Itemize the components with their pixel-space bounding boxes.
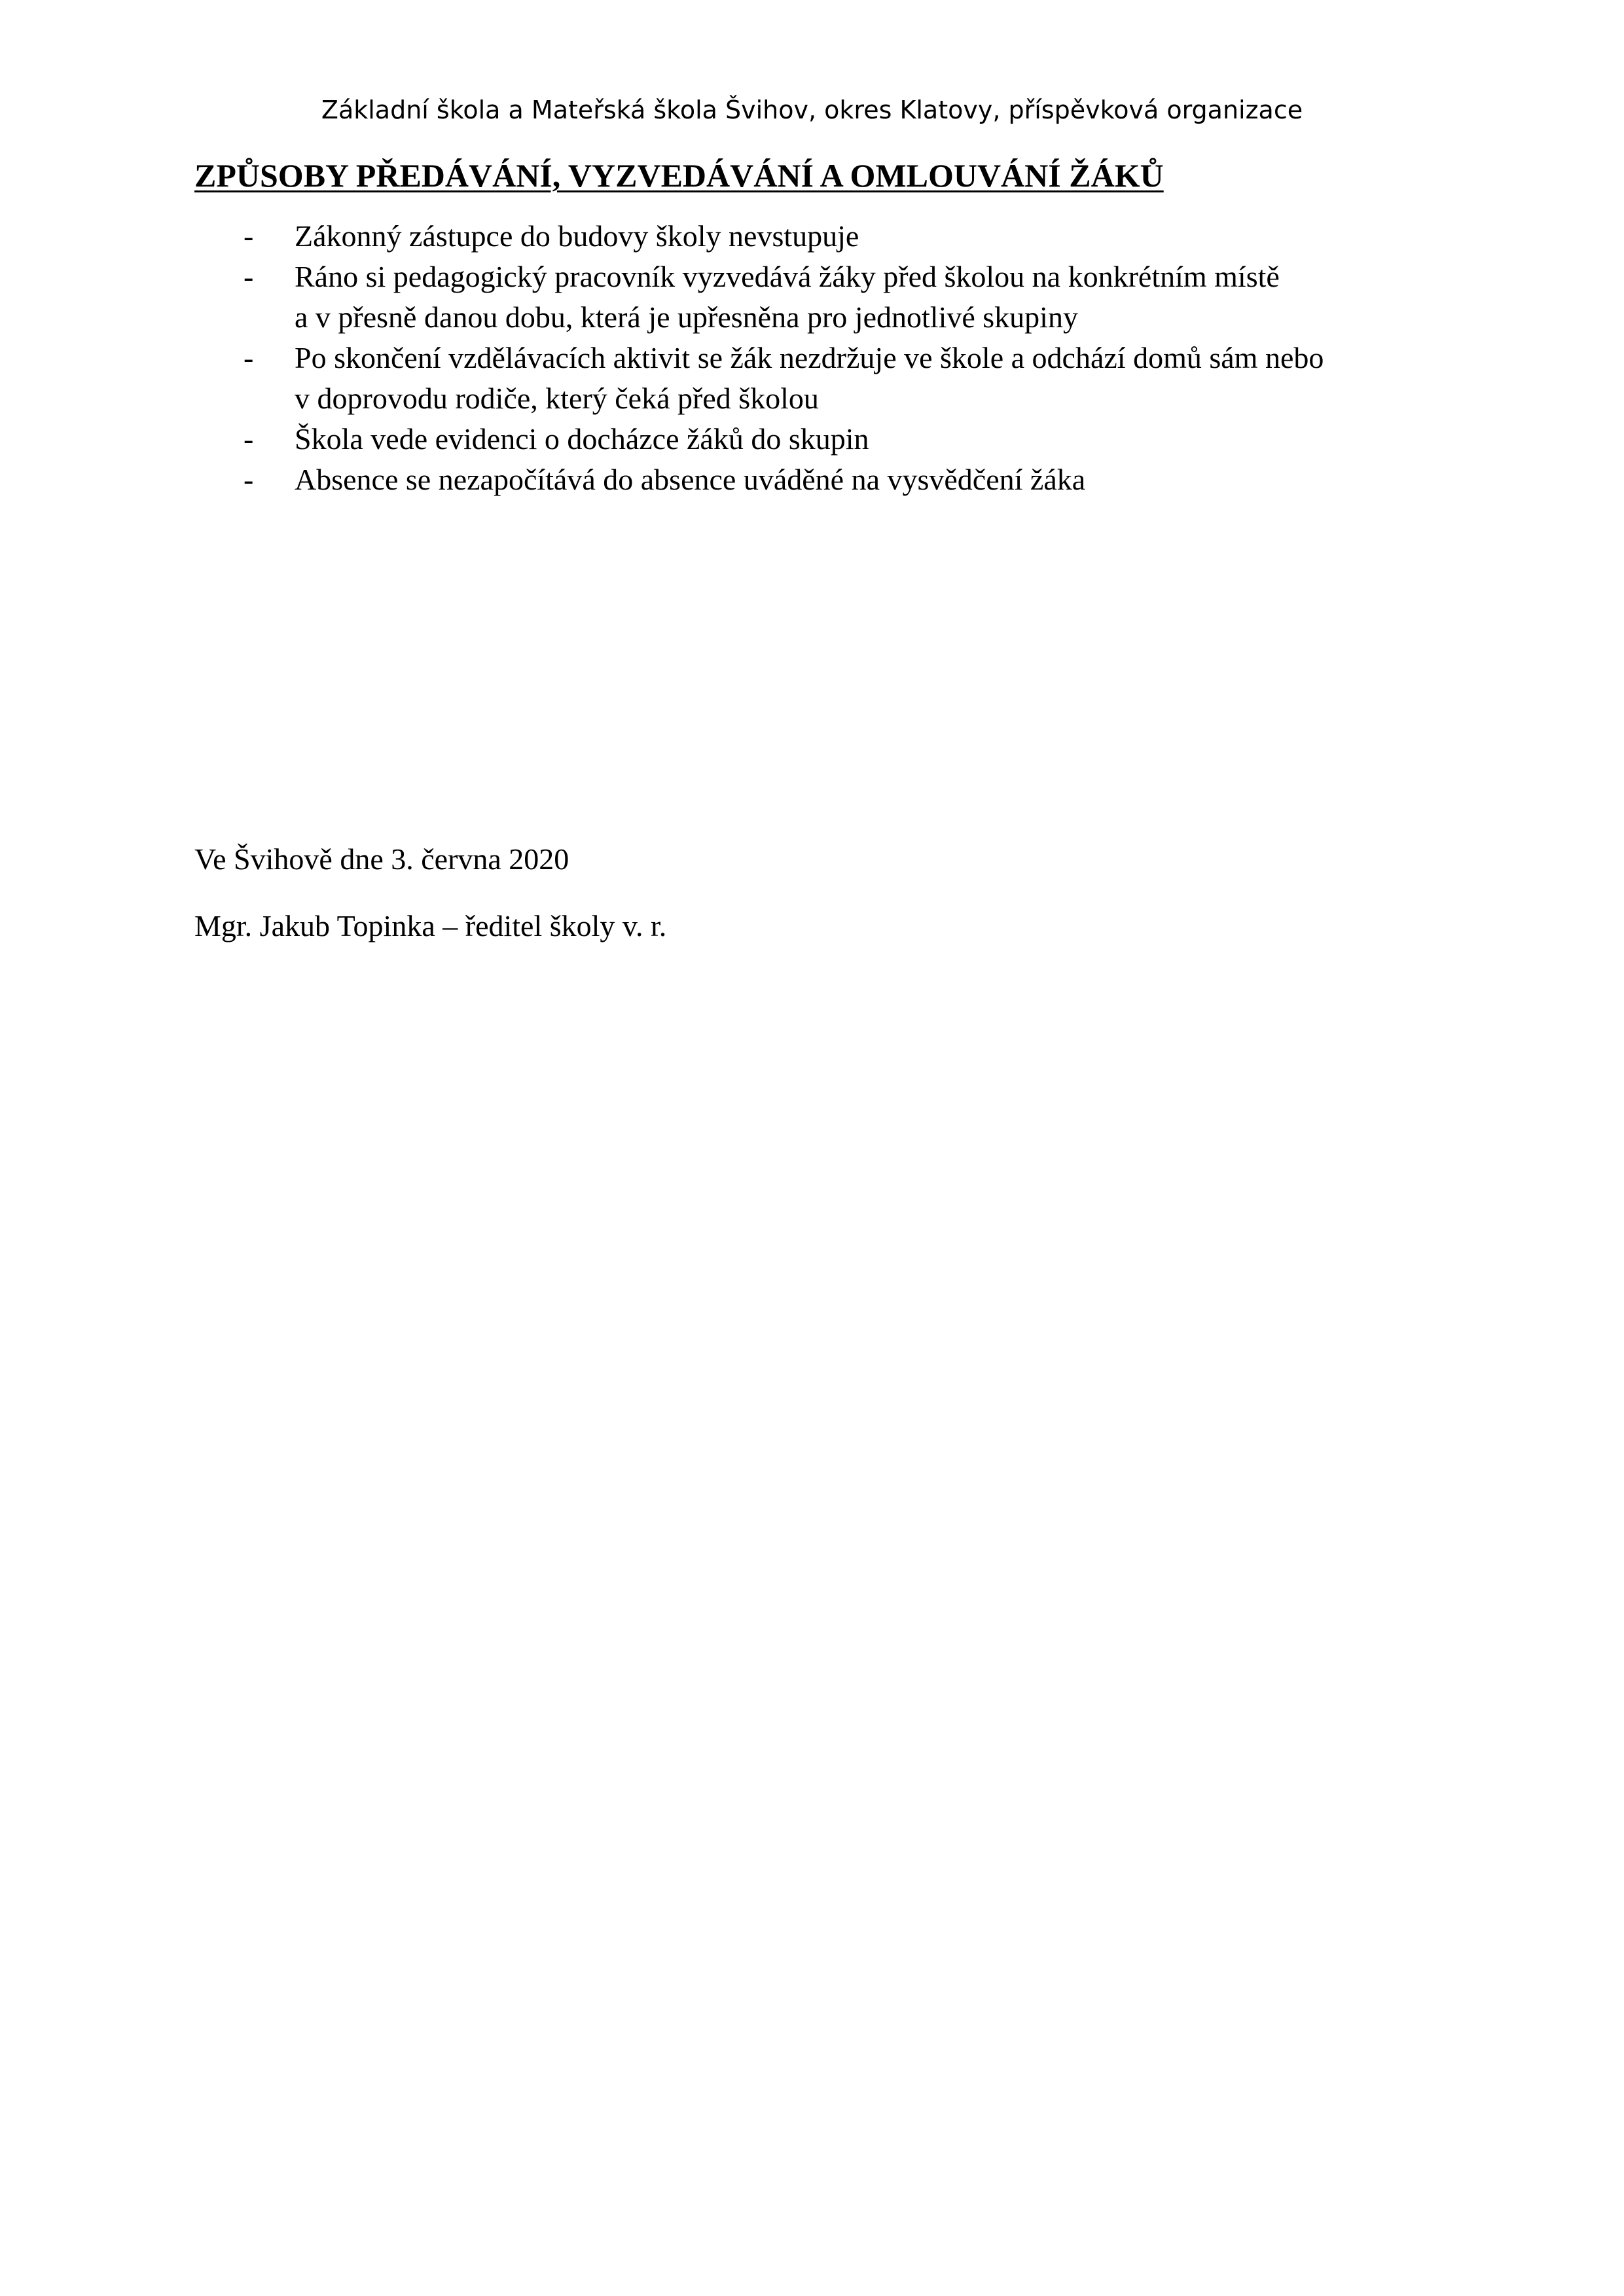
list-item-text: Ráno si pedagogický pracovník vyzvedává žáky před školou na konkrétním místě (295, 260, 1280, 293)
date-line: Ve Švihově dne 3. června 2020 (194, 842, 569, 876)
list-item (244, 257, 1324, 338)
list-item-text-continued: v doprovodu rodiče, který čeká před školou (295, 382, 819, 415)
school-header: Základní škola a Mateřská škola Švihov, okres Klatovy, příspěvková organizace (321, 96, 1303, 124)
list-item (244, 419, 1324, 459)
list-item (244, 459, 1324, 500)
signature-line: Mgr. Jakub Topinka – ředitel školy v. r. (194, 909, 667, 942)
list-dash: - (244, 260, 254, 293)
list-item-text: Zákonný zástupce do budovy školy nevstupuje (295, 219, 859, 253)
list-item-text: Absence se nezapočítává do absence uváděné na vysvědčení žáka (295, 463, 1086, 496)
list-item-text: Po skončení vzdělávacích aktivit se žák nezdržuje ve škole a odchází domů sám nebo (295, 341, 1324, 374)
list-dash: - (244, 422, 254, 456)
list-dash: - (244, 341, 254, 374)
list-item-text: Škola vede evidenci o docházce žáků do skupin (295, 422, 869, 456)
list-item (244, 216, 1324, 257)
list-dash: - (244, 463, 254, 496)
list-item (244, 338, 1324, 419)
document-title: ZPŮSOBY PŘEDÁVÁNÍ, VYZVEDÁVÁNÍ A OMLOUVÁNÍ ŽÁKŮ (194, 157, 1164, 194)
list-dash: - (244, 219, 254, 253)
list-item-text-continued: a v přesně danou dobu, která je upřesněna pro jednotlivé skupiny (295, 300, 1078, 334)
rules-list (244, 216, 1324, 500)
